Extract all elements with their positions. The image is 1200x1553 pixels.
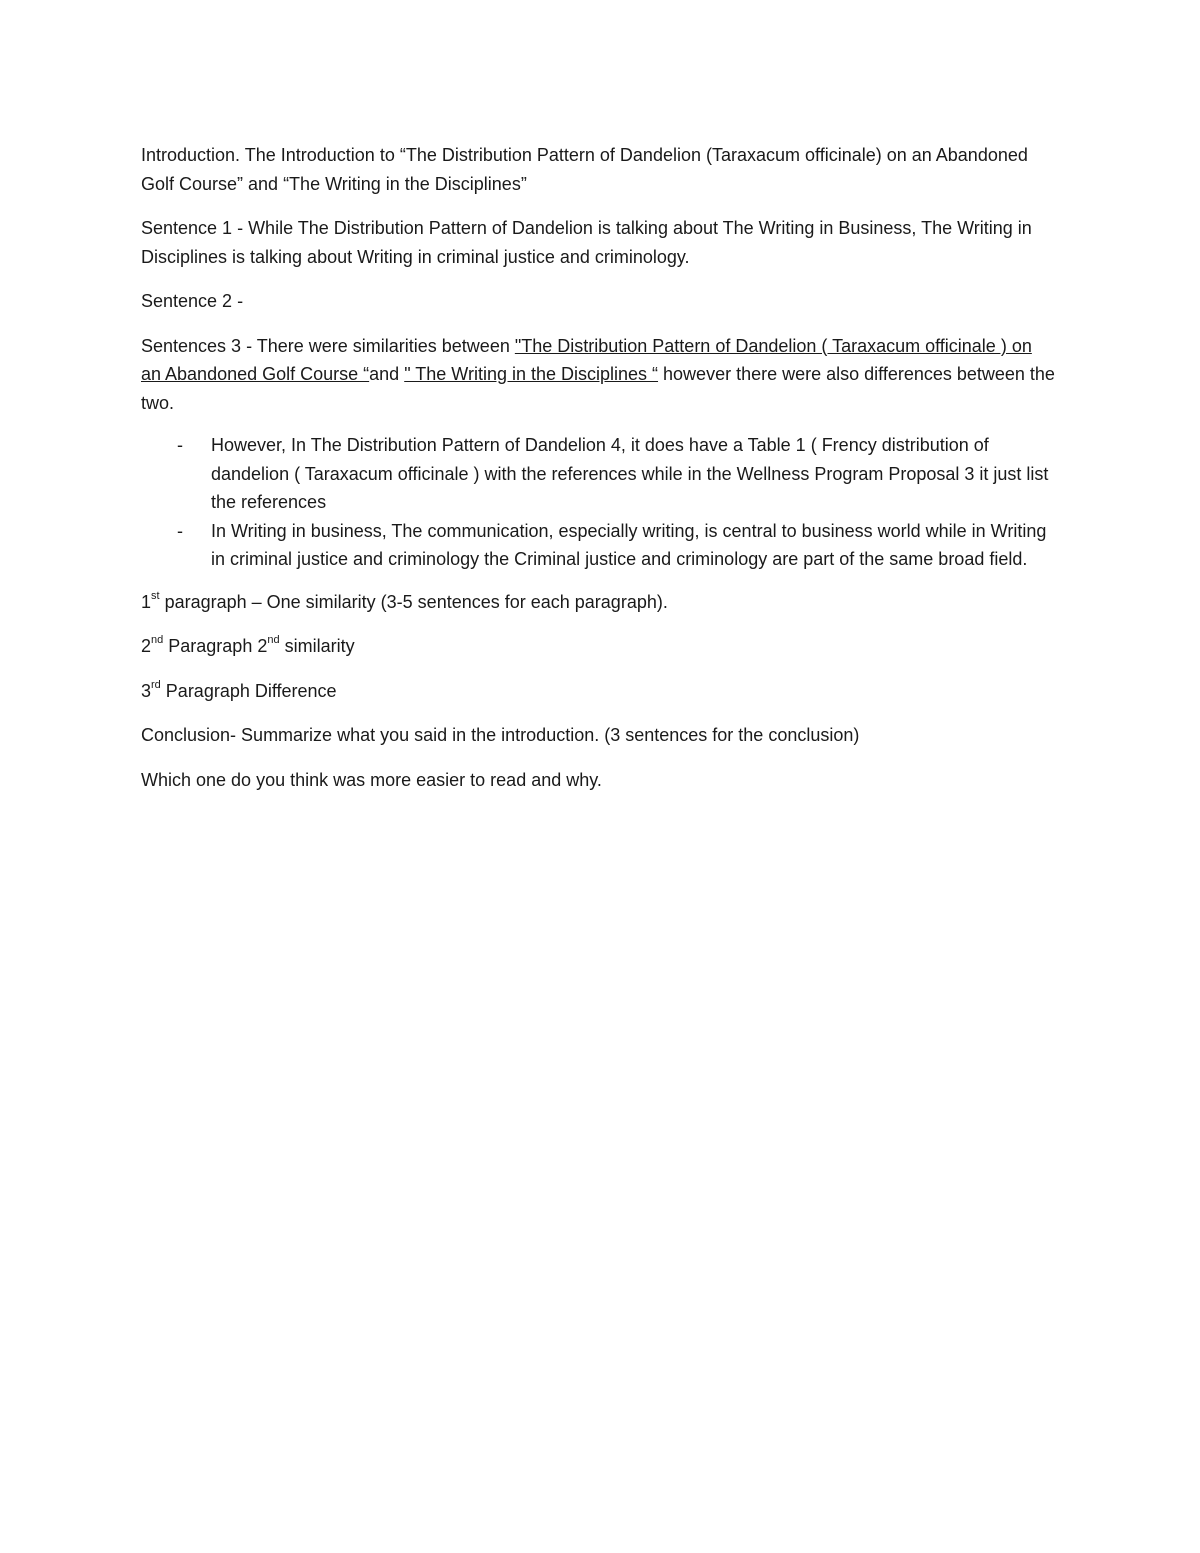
sentence-2-paragraph: Sentence 2 -	[141, 291, 244, 311]
closing-question: Which one do you think was more easier to read and why.	[141, 769, 602, 790]
intro-paragraph: Introduction. The Introduction to “The Distribution Pattern of Dandelion (Taraxacum officinale) on an Abandoned Golf Course” and “The Writing in the Disciplines”	[141, 145, 1028, 194]
list-item-text: In Writing in business, The communication, especially writing, is central to business world while in Writing in criminal justice and criminology the Criminal justice and criminology are part of the same broad field.	[211, 520, 1047, 569]
paragraph-3-outline	[141, 677, 1056, 706]
ordinal-suffix: nd	[267, 634, 280, 646]
ordinal-number: 1	[141, 591, 152, 612]
list-item	[141, 517, 1056, 574]
outline-text: Paragraph Difference	[160, 680, 337, 701]
ordinal-suffix: rd	[151, 678, 161, 691]
outline-text: paragraph – One similarity (3-5 sentences for each paragraph).	[159, 591, 668, 612]
paragraph-2-outline	[141, 632, 1056, 661]
outline-text: Paragraph 2	[163, 636, 268, 656]
title-dandelion-underlined: "The Distribution Pattern of Dandelion ( Taraxacum officinale ) on an Abandoned Golf Course “	[141, 335, 1032, 384]
ordinal-number: 2	[141, 636, 152, 656]
dash-bullet: -	[177, 520, 183, 541]
title-disciplines-underlined: " The Writing in the Disciplines “	[404, 364, 659, 384]
ordinal-number: 3	[141, 680, 152, 701]
dash-bullet: -	[177, 435, 183, 455]
difference-list	[141, 431, 1056, 574]
list-item	[141, 431, 1056, 517]
ordinal-suffix: st	[151, 589, 160, 602]
list-item-text: However, In The Distribution Pattern of Dandelion 4, it does have a Table 1 ( Frency distribution of dandelion ( Taraxacum officinale ) with the references while in the Wellness Program Proposal 3 it just list the references	[211, 435, 1049, 512]
sentence-3-lead: Sentences 3 - There were similarities between	[141, 335, 515, 356]
sentence-3-tail: however there were also differences between the two.	[141, 364, 1055, 413]
document-page	[141, 141, 1056, 810]
conclusion-paragraph: Conclusion- Summarize what you said in the introduction. (3 sentences for the conclusion)	[141, 725, 860, 745]
sentence-3-paragraph	[141, 332, 1056, 418]
ordinal-suffix: nd	[151, 634, 164, 646]
paragraph-1-outline	[141, 588, 1056, 617]
outline-text: similarity	[279, 636, 355, 656]
sentence-1-paragraph: Sentence 1 - While The Distribution Pattern of Dandelion is talking about The Writing in Business, The Writing in Disciplines is talking about Writing in criminal justice and criminology.	[141, 218, 1032, 267]
sentence-3-mid: and	[369, 364, 405, 384]
